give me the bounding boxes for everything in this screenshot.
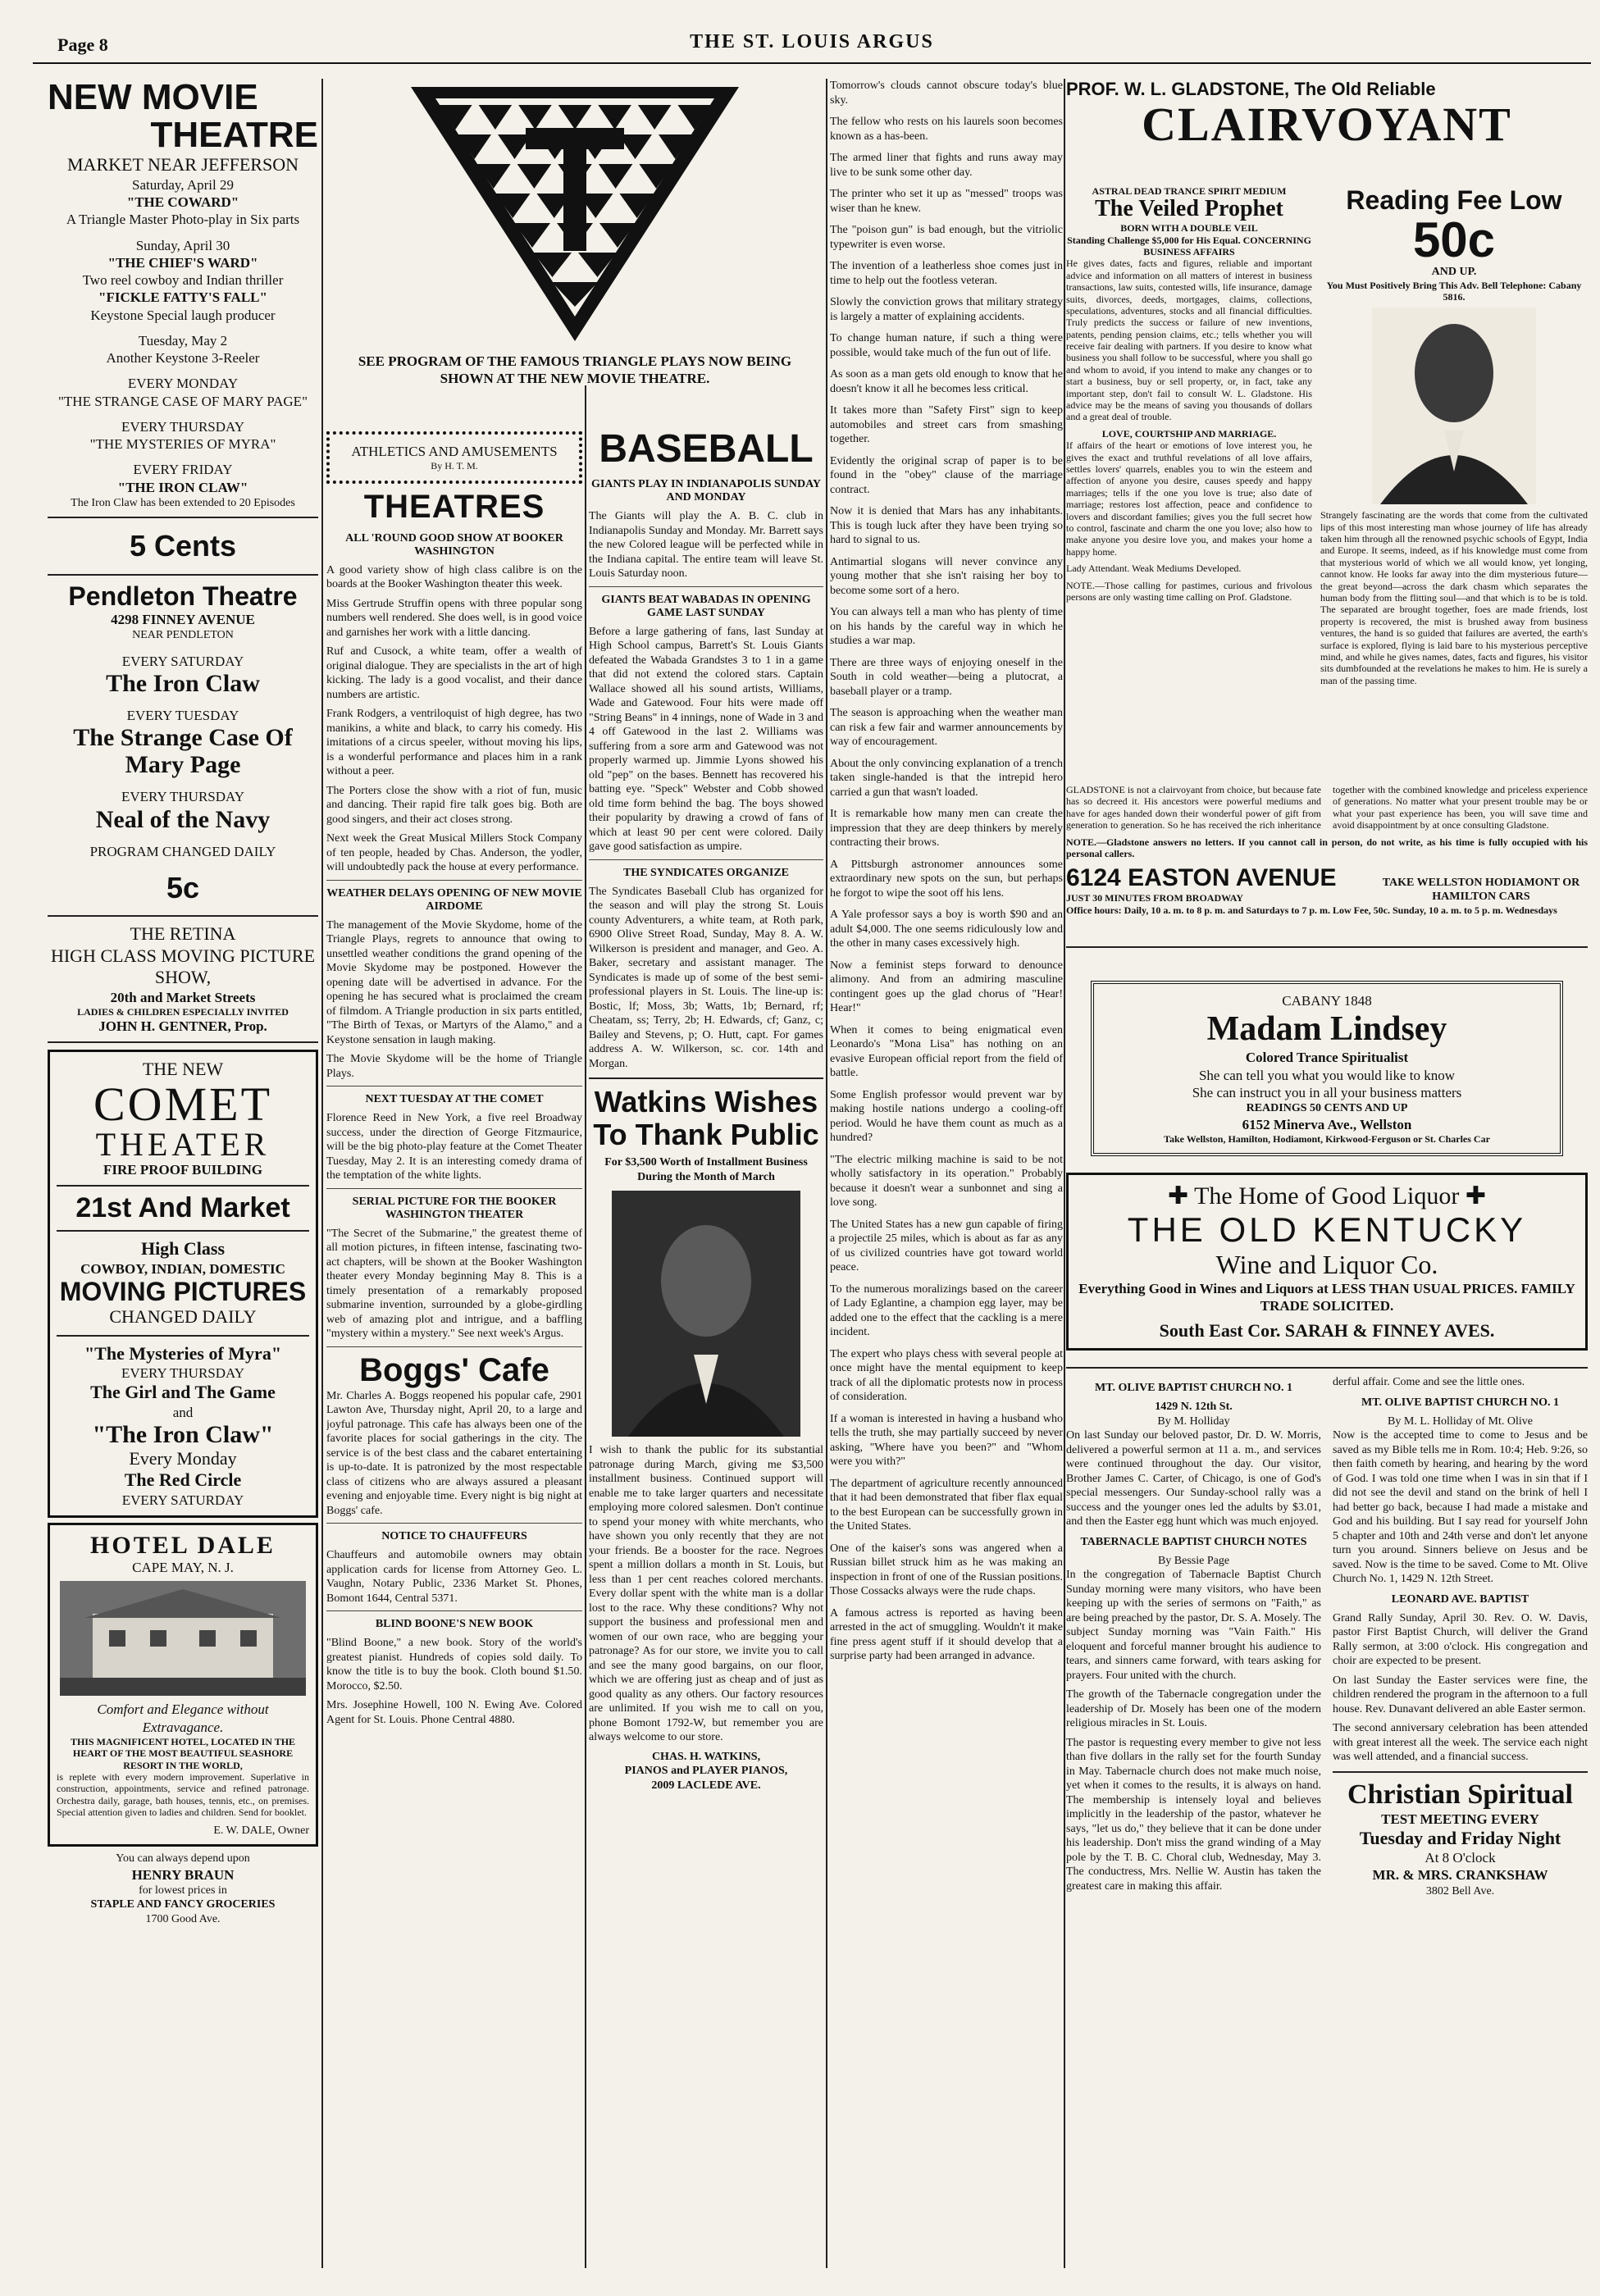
article-paragraph: Mr. Charles A. Boggs reopened his popular cafe, 2901 Lawton Ave, Thursday night, April 20, to a large and joyful patronage. This cafe has always been one of the favorite places for social gatherings in the city. The service is of the best class and the cabaret entertaining is up-to-date. It is patronized by the most respectable class of citizens who are always assured a pleasant evening and enjoyable time. Every night is big night at Boggs' cafe. — [326, 1389, 582, 1517]
ad-line: LADIES & CHILDREN ESPECIALLY INVITED — [77, 1005, 289, 1018]
ad-body: GLADSTONE is not a clairvoyant from choice, but because fate has so decreed it. His ancestors were powerful mediums and have for ages handed down their wonderful power of gift from generation to generation. So he has received the rich inheritance together with the combined knowledge and priceless experience of generations. No matter what your present trouble may be or what your past experience has been, you will save time and avoid disappointment by at once consulting Gladstone. — [1066, 784, 1588, 831]
ad-address: 6124 EASTON AVENUE — [1066, 864, 1337, 892]
new-movie-ad — [48, 79, 318, 563]
article-paragraph: derful affair. Come and see the little ones. — [1333, 1376, 1525, 1389]
paragraph-item: The season is approaching when the weather man can risk a few fair and warmer announcements by way of encouragement. — [830, 707, 1063, 748]
ad-line: 1700 Good Ave. — [145, 1912, 221, 1925]
ad-title: Christian Spiritual — [1347, 1779, 1573, 1810]
ad-line: HENRY BRAUN — [131, 1866, 235, 1883]
paragraph-item: A famous actress is reported as having been arrested in the act of smuggling. Wouldn't it make fine press agent stuff if it should develop that a surprise party had been arranged in advance. — [830, 1606, 1063, 1662]
ad-line: EVERY SATURDAY — [121, 1492, 244, 1508]
ad-line: She can instruct you in all your business matters — [1192, 1084, 1462, 1100]
ad-line: Office hours: Daily, 10 a. m. to 8 p. m. and Saturdays to 7 p. m. Low Fee, 50c. Sunday, 10 a. m. to 5 p. m. Wednesdays — [1066, 904, 1557, 916]
ad-title: THEATRE — [150, 115, 318, 156]
article-paragraph: On last Sunday the Easter services were fine, the children rendered the program in the afternoon to a full house. Rev. Dunavant delivered an able Easter sermon. — [1333, 1674, 1588, 1715]
paragraph-item: The armed liner that fights and runs away may live to be sunk some other day. — [830, 152, 1063, 179]
ad-line: At 8 O'clock — [1425, 1850, 1496, 1866]
ad-line: You Must Positively Bring This Adv. Bell Telephone: Cabany 5816. — [1326, 279, 1582, 303]
ad-line: You can always depend upon — [116, 1852, 250, 1865]
column-2 — [326, 426, 582, 2268]
ad-line: CAPE MAY, N. J. — [132, 1560, 234, 1576]
braun-ad — [48, 1852, 318, 1926]
article-kicker: GIANTS PLAY IN INDIANAPOLIS SUNDAY AND MONDAY — [590, 478, 822, 503]
pendleton-ad — [48, 582, 318, 904]
ad-line: EVERY FRIDAY — [133, 462, 233, 478]
ad-line: FIRE PROOF BUILDING — [103, 1161, 262, 1178]
ad-line: Take Wellston, Hamilton, Hodiamont, Kirkwood-Ferguson or St. Charles Car — [1164, 1132, 1490, 1145]
article-paragraph: Ruf and Cusock, a white team, offer a wealth of original dialogue. They are specialists in the art of high kicking. The lady is a good vocalist, and their dance numbers are artistic. — [326, 645, 582, 701]
paragraph-item: Now it is denied that Mars has any inhabitants. This is tough luck after they have been trying so hard to signal to us. — [830, 505, 1063, 546]
ad-line: Another Keystone 3-Reeler — [106, 350, 260, 367]
ad-line: Tuesday and Friday Night — [1359, 1827, 1561, 1848]
ad-line: "THE STRANGE CASE OF MARY PAGE" — [57, 393, 308, 409]
triangle-logo — [403, 79, 747, 349]
section-heading: Boggs' Cafe — [359, 1351, 549, 1388]
section-heading: THEATRES — [363, 488, 545, 525]
article-kicker: TABERNACLE BAPTIST CHURCH NOTES — [1080, 1535, 1307, 1548]
ad-line: 6152 Minerva Ave., Wellston — [1242, 1116, 1412, 1132]
ad-title: Wine and Liquor Co. — [1215, 1250, 1438, 1280]
column-5 — [1066, 79, 1588, 2268]
ad-line: 3802 Bell Ave. — [1425, 1884, 1495, 1897]
ad-line: "THE IRON CLAW" — [117, 479, 248, 495]
article-paragraph: The management of the Movie Skydome, home of the Triangle Plays, regrets to announce that owing to unsettled weather conditions the grand opening of the Movie Skydome may be postponed. However the opening date will be advertised in advance. For the opening he has secured what is proclaimed the cream of filmdom. A Triangle production in six parts entitled, "The Birth of Texas, or Martyrs of the Alamo," and a Keystone sensation in laugh making. — [326, 918, 582, 1046]
article-kicker: WEATHER DELAYS OPENING OF NEW MOVIE AIRDOME — [326, 886, 582, 913]
paragraph-item: A Yale professor says a boy is worth $90 and an adult $4,000. The one seems ridiculously low and the other in many cases excessively high. — [830, 909, 1063, 950]
ad-line: Every Monday — [129, 1447, 237, 1469]
ad-title: THEATER — [95, 1125, 271, 1163]
ad-line: and — [172, 1404, 194, 1420]
triangle-caption: SEE PROGRAM OF THE FAMOUS TRIANGLE PLAYS NOW BEING SHOWN AT THE NEW MOVIE THEATRE. — [358, 353, 792, 387]
ad-line: "FICKLE FATTY'S FALL" — [98, 289, 267, 306]
article-paragraph: Chauffeurs and automobile owners may obtain application cards for license from Attorney Geo. L. Vaughn, Notary Public, 2336 Market St. Phones, Bomont 1644, Central 5371. — [326, 1549, 582, 1605]
ad-body: is replete with every modern improvement. Superlative in construction, appointments, service and refined patronage. Orchestra daily, garage, bath houses, tennis, etc., on premises. Special attention given to ladies and children. Send for booklet. — [57, 1770, 309, 1819]
spiritual-ad — [1333, 1779, 1588, 1899]
article-kicker: NOTICE TO CHAUFFEURS — [381, 1530, 527, 1543]
article-paragraph: Next week the Great Musical Millers Stock Company of ten people, headed by Chas. Anderson, the yodler, will undoubtedly pack the house at every performance. — [326, 832, 582, 874]
masthead — [33, 30, 1591, 64]
paragraph-item: The printer who set it up as "messed" troops was wiser than he knew. — [830, 188, 1063, 215]
ad-feature: "The Mysteries of Myra" — [84, 1342, 282, 1364]
paragraph-item: The United States has a new gun capable of firing a projectile 25 miles, which is about as far as any of us civilized countries have got toward world peace. — [830, 1218, 1063, 1273]
ad-line: EVERY MONDAY — [127, 376, 239, 392]
ad-fee: Reading Fee Low — [1346, 185, 1562, 215]
ad-feature: The Girl and The Game — [90, 1382, 276, 1403]
ad-fee: AND UP. — [1431, 266, 1477, 278]
column-rule — [1064, 79, 1065, 2268]
article-paragraph: The growth of the Tabernacle congregation under the leadership of Dr. Mosely has been one of the modern religious miracles in St. Louis. — [1066, 1688, 1321, 1730]
article-paragraph: Miss Gertrude Struffin opens with three popular song numbers well rendered. She does well, is in good voice and garnishes her work with a little dancing. — [326, 597, 582, 639]
ad-line: BORN WITH A DOUBLE VEIL — [1120, 222, 1258, 235]
ad-line: Tuesday, May 2 — [138, 332, 228, 348]
article-kicker: BLIND BOONE'S NEW BOOK — [375, 1618, 534, 1631]
ad-line: MR. & MRS. CRANKSHAW — [1372, 1867, 1548, 1884]
article-kicker: NEXT TUESDAY AT THE COMET — [365, 1093, 544, 1106]
gladstone-portrait — [1372, 308, 1536, 504]
article-kicker: SERIAL PICTURE FOR THE BOOKER WASHINGTON THEATER — [352, 1195, 557, 1221]
ad-address: 21st And Market — [75, 1192, 290, 1224]
ad-feature: The Red Circle — [124, 1469, 242, 1491]
paragraph-item: Now a feminist steps forward to denounce alimony. And from an admiring masculine contingent goes up the glad chorus of "Hear! Hear!" — [830, 959, 1063, 1014]
ad-body: He gives dates, facts and figures, reliable and important advice and information on all matters of interest in business transactions, law suits, contested wills, life insurance, damage suits, divorces, deeds, mortgages, claims, collections, speculations, adventures, stocks and all financial difficulties. Truly predicts the success or failure of new inventions, patents, pending pension claims, etc.; tells whether you will receive fair dealing with partners. If you desire to know what business you shall follow to be successful, where you shall go and whom to avoid, if you intend to make any changes or to start a business, buy or sell property, or, in fact, take any important step, don't fail to consult W. L. Gladstone. His advice may be the means of saving you thousands of dollars and a great deal of trouble. — [1066, 257, 1312, 423]
ad-line: CABANY 1848 — [1282, 993, 1372, 1009]
paragraph-item: The invention of a leatherless shoe comes just in time to help out the footless veteran. — [830, 260, 1063, 287]
ad-feature: "The Iron Claw" — [92, 1420, 274, 1448]
ad-title: HOTEL DALE — [90, 1532, 276, 1560]
signature: CHAS. H. WATKINS, — [651, 1750, 761, 1763]
church-news — [1066, 1375, 1588, 1898]
ad-body: Lady Attendant. Weak Mediums Developed. — [1066, 563, 1242, 575]
ad-line: THE RETINA — [130, 923, 236, 945]
ad-line: PROGRAM CHANGED DAILY — [89, 843, 276, 859]
byline: By M. Holliday — [1157, 1414, 1230, 1428]
ad-line: TAKE WELLSTON HODIAMONT OR HAMILTON CARS — [1382, 876, 1580, 904]
church-col-a — [1066, 1375, 1321, 1898]
signature: PIANOS and PLAYER PIANOS, — [624, 1765, 788, 1778]
paragraph-item: Some English professor would prevent war by making hostile nations undergo a cooling-off period. Would he have them count as much as a hundred? — [830, 1088, 1063, 1144]
gladstone-ad — [1066, 79, 1588, 940]
article-kicker: GIANTS BEAT WABADAS IN OPENING GAME LAST SUNDAY — [601, 593, 811, 619]
article-kicker: MT. OLIVE BAPTIST CHURCH NO. 1 — [1094, 1382, 1292, 1395]
watkins-portrait — [612, 1191, 800, 1437]
ad-title: NEW MOVIE — [48, 79, 258, 117]
article-paragraph: The Porters close the show with a riot of fun, music and dancing. Their rapid fire talk goes big. Both are good singers, and their act closes strong. — [326, 784, 582, 826]
article-kicker: ALL 'ROUND GOOD SHOW AT BOOKER WASHINGTON — [345, 531, 563, 558]
paragraph-item: A Pittsburgh astronomer announces some extraordinary new spots on the sun, but perhaps he forgot to wipe the soot off his lens. — [830, 858, 1063, 900]
cross-icon: ✚ — [1167, 1182, 1189, 1210]
ad-line: COWBOY, INDIAN, DOMESTIC — [80, 1260, 285, 1277]
column-rule — [585, 385, 586, 2268]
ad-line: LOVE, COURTSHIP AND MARRIAGE. — [1101, 427, 1277, 440]
ad-line: She can tell you what you would like to know — [1198, 1067, 1456, 1083]
ad-title: Madam Lindsey — [1206, 1010, 1447, 1049]
paragraph-item: The fellow who rests on his laurels soon becomes known as a has-been. — [830, 116, 1063, 143]
ad-body: NOTE.—Gladstone answers no letters. If you cannot call in person, do not write, as his time is fully occupied with his personal callers. — [1066, 836, 1588, 859]
signature: 2009 LACLEDE AVE. — [651, 1779, 761, 1792]
ad-line: READINGS 50 CENTS AND UP — [1246, 1102, 1408, 1114]
ad-line: "THE CHIEF'S WARD" — [107, 254, 258, 271]
column-rule — [826, 79, 827, 2268]
column-4 — [830, 79, 1063, 2268]
byline: By M. L. Holliday of Mt. Olive — [1388, 1414, 1533, 1428]
section-heading: Watkins Wishes To Thank Public — [593, 1085, 819, 1151]
ad-line: CHANGED DAILY — [109, 1306, 257, 1328]
paragraph-item: If a woman is interested in having a husband who tells the truth, she may partially succeed by never asking, "Where have you been?" and "Whom were you with?" — [830, 1412, 1063, 1468]
paragraph-item: Antimartial slogans will never convince any young mother that she isn't raising her boy to become some sort of a hero. — [830, 555, 1063, 597]
ad-fee: 50c — [1412, 212, 1496, 267]
ad-line: 20th and Market Streets — [110, 989, 256, 1005]
byline: By Bessie Page — [1157, 1554, 1230, 1567]
ad-body: NOTE.—Those calling for pastimes, curious and frivolous persons are only wasting time calling on Prof. Gladstone. — [1066, 579, 1312, 603]
article-paragraph: Now is the accepted time to come to Jesus and be saved as my Bible tells me in Rom. 10:4; Heb. 9:26, so then faith cometh by hearing, and hearing by the word of God. I was told one time when I was in sin that if I did not see the devil and stand on the brink of hell I had better go back, because I had made a mistake and God and his building. But I say read for yourself John 5 chapter and 10th and 24th verse and don't let anyone turn you around. Sinners believe on Jesus and be saved. Now is the time to be saved. Come to Mt. Olive Church No. 1, 1429 N. 12th Street. — [1333, 1429, 1588, 1586]
paragraph-item: Slowly the conviction grows that military strategy is largely a matter of explaining accidents. — [830, 296, 1063, 323]
cross-icon: ✚ — [1465, 1182, 1486, 1210]
ad-owner: E. W. DALE, Owner — [213, 1824, 309, 1837]
paragraph-item: The expert who plays chess with several people at once might have the mental equipment to keep track of all the diplomatic protests now in process of consideration. — [830, 1347, 1063, 1403]
ad-line: 4298 FINNEY AVENUE — [111, 612, 255, 628]
byline: By H. T. M. — [431, 460, 478, 472]
ad-line: Saturday, April 29 — [131, 176, 235, 193]
ad-line: HIGH CLASS MOVING PICTURE SHOW, — [50, 945, 316, 988]
ad-title: CLAIRVOYANT — [1142, 98, 1512, 152]
ad-line: ASTRAL DEAD TRANCE SPIRIT MEDIUM — [1092, 185, 1287, 197]
ad-line: The Home of Good Liquor — [1194, 1182, 1460, 1210]
paragraph-item: When it comes to being enigmatical even Leonardo's "Mona Lisa" has nothing on an evasive European official report from the field of battle. — [830, 1023, 1063, 1079]
ad-title: THE OLD KENTUCKY — [1127, 1210, 1527, 1250]
paragraph-item: Tomorrow's clouds cannot obscure today's blue sky. — [830, 80, 1063, 107]
article-paragraph: "The Secret of the Submarine," the greatest theme of all motion pictures, in fifteen intense, fascinating two-act chapters, will be shown at the Booker Washington theater every Monday beginning May 8. This is a timely presentation of a remarkably proposed submarine invention, surrounded by a globe-girdling web of amazing plot and intrigue, and a baffling "mystery within a mystery." See next week's Argus. — [326, 1227, 582, 1341]
paragraph-item: Evidently the original scrap of paper is to be found in the "obey" clause of the marriage contract. — [830, 454, 1063, 496]
ad-line: A Triangle Master Photo-play in Six parts — [66, 212, 300, 228]
hotel-image — [60, 1581, 306, 1696]
ad-body: Strangely fascinating are the words that come from the cultivated lips of this most interesting man whose journey of life has already taken him through all the renowned psychic schools of Egypt, India and Europe. It seems, indeed, as if his knowledge must come from that mysterious world of which we all would know, yet longing, cannot know. He looks far away into the dim mysterious future—the great beyond—across the dark chasm which separates the human body from the flitting soul—and that which is to be is told. The separated are brought together, foes are made friends, lost property is recovered, the mist is brushed away from business ventures, the hand is so guided that failures are averted, the earth's surface is explored, flying is laid bare to his mysterious perceptive mind, and while he gives names, dates, facts and figures, his visitor sits dumbfounded at the revelations he makes to him. He is surely a man of the passing time. — [1320, 509, 1588, 686]
athletics-box — [326, 431, 582, 484]
section-title: ATHLETICS AND AMUSEMENTS — [351, 444, 558, 459]
comet-ad — [48, 1050, 318, 1518]
triangle-ad — [326, 79, 823, 387]
ad-line: PROF. W. L. GLADSTONE, The Old Reliable — [1066, 79, 1436, 99]
ad-line: STAPLE AND FANCY GROCERIES — [90, 1898, 276, 1911]
paragraph-item: To the numerous moralizings based on the career of Lady Eglantine, a champion egg layer, may be added one to the effect that the cackling is a mere incident. — [830, 1282, 1063, 1338]
ad-line: Keystone Special laugh producer — [90, 307, 276, 323]
article-paragraph: Frank Rodgers, a ventriloquist of high degree, has two manikins, a white and black, to carry his comedy. His imitations of a circus speeler, without moving his lips, is a wonderful performance and places him in a rank without a peer. — [326, 708, 582, 778]
paragraph-item: To change human nature, if such a thing were possible, would take much of the fun out of life. — [830, 332, 1063, 359]
paragraph-item: You can always tell a man who has plenty of time on his hands by the careful way in which he studies a war map. — [830, 606, 1063, 647]
ad-feature: Neal of the Navy — [95, 805, 271, 833]
ad-address: South East Cor. SARAH & FINNEY AVES. — [1159, 1319, 1495, 1341]
article-kicker: LEONARD AVE. BAPTIST — [1391, 1592, 1529, 1606]
paragraph-item: It is remarkable how many men can create the impression that they are deep thinkers by merely contracting their brows. — [830, 808, 1063, 849]
ad-line: Comfort and Elegance without Extravagance. — [97, 1702, 269, 1735]
hotel-dale-ad — [48, 1523, 318, 1847]
old-kentucky-ad — [1066, 1173, 1588, 1351]
article-paragraph: Mrs. Josephine Howell, 100 N. Ewing Ave. Colored Agent for St. Louis. Phone Central 4880. — [326, 1699, 582, 1726]
article-paragraph: Grand Rally Sunday, April 30. Rev. O. W. Davis, pastor First Baptist Church, will deliver the Grand Rally sermon, at 3:00 o'clock. His congregation and choir are expected to be present. — [1333, 1611, 1588, 1668]
ad-line: THE NEW — [142, 1059, 224, 1080]
lindsey-ad — [1091, 981, 1563, 1156]
paragraph-item: "The electric milking machine is said to be not wholly satisfactory in its operation." Probably because it doesn't wear a sunbonnet and sing a love song. — [830, 1153, 1063, 1209]
article-paragraph: A good variety show of high class calibre is on the boards at the Booker Washington theater this week. — [326, 563, 582, 591]
ad-line: JOHN H. GENTNER, Prop. — [98, 1018, 267, 1035]
article-paragraph: The Giants will play the A. B. C. club in Indianapolis Sunday and Monday. Mr. Barrett says the new Colored league will be perfected while in the Indiana capital. The entire team will leave St. Louis Saturday noon. — [589, 510, 823, 580]
article-paragraph: Florence Reed in New York, a five reel Broadway success, under the direction of George Fitzmaurice, will be the big photo-play feature at the Comet Theater Tuesday, May 2. It is an interesting comedy drama of the temptation of the white lights. — [326, 1112, 582, 1182]
ad-feature: The Veiled Prophet — [1095, 196, 1283, 222]
ad-line: The Iron Claw has been extended to 20 Episodes — [71, 496, 295, 509]
ad-line: for lowest prices in — [139, 1884, 227, 1897]
ad-line: THIS MAGNIFICENT HOTEL, LOCATED IN THE HEART OF THE MOST BEAUTIFUL SEASHORE RESORT IN THE WORLD, — [70, 1735, 296, 1771]
paragraph-item: As soon as a man gets old enough to know that he doesn't know it all he becomes less critical. — [830, 368, 1063, 395]
article-kicker: For $3,500 Worth of Installment Business During the Month of March — [604, 1156, 808, 1183]
ad-line: EVERY SATURDAY — [121, 653, 244, 669]
ad-line: Two reel cowboy and Indian thriller — [82, 272, 284, 289]
ad-line: "THE COWARD" — [126, 194, 239, 211]
ad-feature: The Iron Claw — [106, 670, 260, 698]
page-number: Page 8 — [57, 34, 108, 55]
article-paragraph: I wish to thank the public for its substantial patronage during March, giving me $3,500 installment business. Continued support will enable me to take larger quarters and necessitate employing more colored salesmen. Don't continue to spend your money with white merchants, who have shown you only recently that they are not your friends. Be a booster for the race. Negroes spent a million dollars a month in St. Louis, but less than 1 per cent reaches colored merchants. Every dollar spent with the white man is a dollar lost to the race. Why these conditions? Why not support the business and professional men and women of our own race, who are begging your patronage? As for our store, we invite you to call and see the many good bargains, on our floor, which we are offering just as cheap and of just as good quality as any others. Our factory resources are unlimited. If you wish me to call on you, phone Bomont 1792-W, but remember you are always welcome to our store. — [589, 1444, 823, 1744]
ad-line: TEST MEETING EVERY — [1381, 1811, 1539, 1827]
article-kicker: THE SYNDICATES ORGANIZE — [622, 866, 789, 879]
retina-ad — [48, 923, 318, 1035]
ad-line: EVERY THURSDAY — [121, 789, 245, 805]
paragraph-item: The "poison gun" is bad enough, but the vitriolic typewriter is even worse. — [830, 224, 1063, 251]
ad-line: EVERY THURSDAY — [121, 418, 245, 435]
paragraph-item: About the only convincing explanation of a trench taken single-handed is that the intrepid hero carried a gun that wasn't loaded. — [830, 757, 1063, 799]
column-1 — [48, 79, 318, 2268]
ad-line: "THE MYSTERIES OF MYRA" — [89, 436, 276, 453]
ad-title: Pendleton Theatre — [68, 581, 298, 611]
article-kicker: MT. OLIVE BAPTIST CHURCH NO. 1 — [1361, 1396, 1559, 1409]
church-col-b — [1333, 1375, 1588, 1898]
ad-line: High Class — [140, 1238, 226, 1260]
ad-line: Everything Good in Wines and Liquors at LESS THAN USUAL PRICES. FAMILY TRADE SOLICITED. — [1078, 1281, 1575, 1314]
article-paragraph: The Syndicates Baseball Club has organized for the season and will play the strong St. Louis county Adventurers, a white team, at Roth park, 6900 Olive Street Road, Sunday, May 8. A. W. Wilkerson is president and manager, and Geo. A. Baker, secretary and assistant manager. The Syndicates is made up of some of the best semi-professional players in St. Louis. The line-up is: Bostic, lf; Moss, 3b; Watts, 1b; Bernard, rf; Cheatam, ss; Terry, 2b; H. Edwards, cf; Ganz, c; Bailey and Stevens, p; O. Hutt, capt. For games address A. W. Wilkerson, sc. cor. 14th and Morgan. — [589, 885, 823, 1070]
ad-line: EVERY THURSDAY — [121, 1365, 245, 1382]
portrait-image — [612, 1191, 800, 1437]
paragraph-item: The department of agriculture recently announced that it had been demonstrated that fiber flax equal to the best European can be successfully grown in the United States. — [830, 1477, 1063, 1533]
paragraph-item: It takes more than "Safety First" sign to keep automobiles and street cars from smashing together. — [830, 404, 1063, 445]
ad-line: JUST 30 MINUTES FROM BROADWAY — [1066, 892, 1244, 904]
paper-title: THE ST. LOUIS ARGUS — [690, 31, 934, 52]
article-paragraph: In the congregation of Tabernacle Baptist Church Sunday morning were many visitors, who have been keeping up with the series of sermons on "Faith," as are being preached by the pastor, Dr. S. A. Mosely. The subject Sunday morning was "Vain Faith." His eloquent and forceful manner brought his audience to tears, and sinners came forward, with tears asking for prayers. Four united with the church. — [1066, 1569, 1321, 1682]
paragraph-list — [830, 79, 1063, 1664]
kentucky-heading — [1075, 1182, 1579, 1210]
article-paragraph: "Blind Boone," a new book. Story of the world's greatest pianist. Hundreds of copies sold daily. To know the title is to buy the book. Cloth bound $1.50. Morocco, $2.50. — [326, 1637, 582, 1692]
ad-line: NEAR PENDLETON — [132, 629, 234, 642]
article-paragraph: The pastor is requesting every member to give not less than five dollars in the rally set for the fourth Sunday in May. Tabernacle church does not make much noise, yet when it comes to the results, it is always on hand. The membership is intensely loyal and believes implicitly in the leadership of the pastor, whatever he says, "let us do," they believe that it can be done under his leadership. Don't miss the grand winding of a May pole by the T. B. C. Choral club, Wednesday, May 3. The conductress, Mrs. Nellie W. Austin has taken the greatest care in making this affair. — [1066, 1736, 1321, 1893]
ad-line: MOVING PICTURES — [59, 1277, 307, 1307]
ad-feature: The Strange Case Of Mary Page — [73, 724, 293, 779]
paragraph-item: One of the kaiser's sons was angered when a Russian billet struck him as he was making an inspection in front of one of the Russian positions. Those Cossacks always were the rude chaps. — [830, 1542, 1063, 1597]
ad-price: 5 Cents — [129, 529, 237, 563]
article-paragraph: The Movie Skydome will be the home of Triangle Plays. — [326, 1053, 582, 1080]
column-rule — [321, 79, 323, 2268]
ad-line: Sunday, April 30 — [135, 237, 230, 253]
article-paragraph: Before a large gathering of fans, last Sunday at High School campus, Barrett's St. Louis Giants defeated the Wabada Grandstes 3 to 1 in a game that did not extend the colored stars. Captain Wallace showed all his sound artists, Williams, Wade and Gatewood. Four hits were made off "String Beans" in 4 innings, none of Wade in 3 and 4 off Gatewood in the last 2. Williams was suffering from a sore arm and Gatewood was not properly warmed up. Jimmie Lyons showed his old "pep" on the bases. Bennett has recovered his batting eye. "Speck" Webster and Cobb showed old time form behind the bag. The boys showed their popularity by drawing a crowd of fans of which at least 90 per cent were colored. Daily gave good satisfaction as umpire. — [589, 625, 823, 853]
article-paragraph: On last Sunday our beloved pastor, Dr. D. W. Morris, delivered a powerful sermon at 11 a. m., and services were continued throughout the day. Our visitor, Brother James C. Carter, of Chicago, is one of God's special messengers. Our Sunday-school rally was a success and the younger ones led the adults by $3.01, and then the Easter egg hunt which was much enjoyed. — [1066, 1429, 1321, 1528]
article-subhead: 1429 N. 12th St. — [1155, 1401, 1233, 1414]
ad-line: EVERY TUESDAY — [126, 708, 239, 724]
paragraph-item: There are three ways of enjoying oneself in the South in cold weather—being a plutocrat, a baseball player or a tramp. — [830, 656, 1063, 698]
article-paragraph: The second anniversary celebration has been attended with great interest all the week. The service each night was well attended, and a financial success. — [1333, 1722, 1588, 1764]
ad-address: MARKET NEAR JEFFERSON — [67, 154, 299, 175]
column-3 — [589, 426, 823, 2268]
ad-line: Standing Challenge $5,000 for His Equal. CONCERNING BUSINESS AFFAIRS — [1067, 234, 1311, 257]
ad-title: COMET — [93, 1077, 272, 1131]
ad-body: If affairs of the heart or emotions of love interest you, he gives the exact and truthful revelations of all love affairs, settles lovers' quarrels, enables you to win the esteem and affection of anyone you desire, causes speedy and happy marriages; tells if the one you love is true; also date of marriage; restores lost affection, peace and confidence to lovers and discordant families; gives you the full secret how to control, fascinate and charm the one you love; also how to make anyone you desire love you, and makes your home a happy home. — [1066, 440, 1312, 558]
ad-line: Colored Trance Spiritualist — [1245, 1050, 1409, 1066]
ad-price: 5c — [166, 870, 200, 904]
section-heading: BASEBALL — [599, 427, 814, 471]
